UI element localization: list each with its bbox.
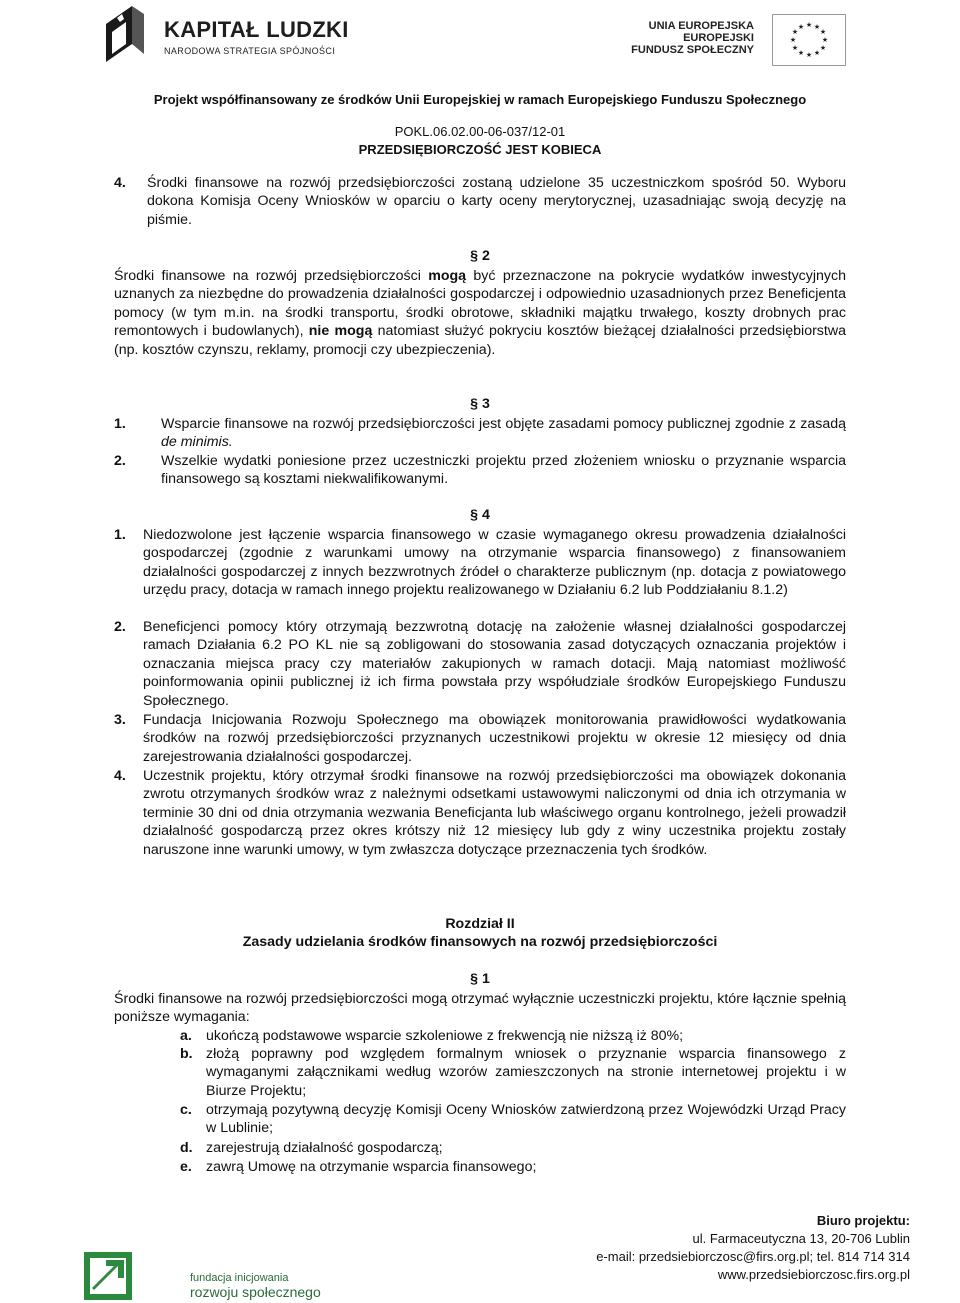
item-text: Fundacja Inicjowania Rozwoju Społecznego ma obowiązek monitorowania prawidłowości wydatkowania środków na rozwój przedsiębiorczości przyznanych uczestnikowi projektu w okresie 12 miesięcy od dnia zarejestrowania działalności gospodarczej. — [143, 712, 846, 765]
requirement-list — [180, 1027, 846, 1176]
svg-text:★: ★ — [791, 28, 799, 36]
section-4-item-3 — [114, 711, 846, 766]
section-3-item-2 — [114, 452, 846, 489]
paragraph-text: Środki finansowe na rozwój przedsiębiorczości zostaną udzielone 35 uczestniczkom spośród 50. Wyboru dokona Komisja Oceny Wniosków w oparciu o karty oceny merytorycznej, uzasadniając swoją decyzję na piśmie. — [147, 175, 846, 228]
kapital-ludzki-title: KAPITAŁ LUDZKI — [164, 17, 349, 42]
s2-text-1: Środki finansowe na rozwój przedsiębiorczości — [114, 268, 429, 284]
item-text: Wsparcie finansowe na rozwój przedsiębiorczości jest objęte zasadami pomocy publicznej zgodnie z zasadą — [161, 416, 846, 432]
firs-logo — [82, 1250, 321, 1302]
foundation-name-line-2: rozwoju społecznego — [190, 1284, 321, 1300]
eu-line-2: EUROPEJSKI — [683, 32, 754, 44]
s2-text-3: natomiast służyć pokryciu kosztów bieżącej działalności przedsiębiorstwa (np. kosztów czynszu, reklamy, promocji czy ubezpieczenia). — [114, 323, 846, 358]
item-number: 2. — [114, 453, 126, 469]
svg-text:★: ★ — [805, 21, 813, 29]
kapital-ludzki-emblem-icon — [102, 4, 148, 64]
svg-text:★: ★ — [797, 23, 805, 31]
list-item-text: otrzymają pozytywną decyzję Komisji Oceny Wniosków zatwierdzoną przez Wojewódzki Urząd Pracy w Lublinie; — [206, 1102, 846, 1137]
s2-bold-2: nie mogą — [308, 323, 373, 340]
office-contact-line: e-mail: przedsiebiorczosc@firs.org.pl; tel. 814 714 314 — [596, 1249, 910, 1264]
firs-arrow-icon — [82, 1250, 134, 1302]
section-4-item-4 — [114, 767, 846, 859]
eu-line-1: UNIA EUROPEJSKA — [648, 20, 754, 32]
section-heading-2: § 2 — [470, 248, 490, 264]
s2-text-2: być przeznaczone na pokrycie wydatków inwestycyjnych uznanych za niezbędne do prowadzenia działalności gospodarczej i odpowiednio uzasadnionych przez Beneficjenta pomocy (w tym m.in. na środki transportu, środki obrotowe, składniki majątku trwałego, koszty drobnych prac remontowych i budowlanych), — [114, 268, 846, 340]
list-item-label: d. — [180, 1140, 193, 1156]
svg-text:★: ★ — [797, 49, 805, 57]
list-item — [180, 1139, 846, 1158]
svg-text:★: ★ — [819, 28, 827, 36]
foundation-name-line-1: fundacja inicjowania — [190, 1272, 289, 1284]
section-heading-4: § 4 — [470, 507, 490, 523]
office-address: ul. Farmaceutyczna 13, 20-706 Lublin — [692, 1231, 910, 1246]
eu-logo — [630, 14, 846, 64]
kapital-ludzki-logo — [102, 4, 349, 68]
chapter-intro: Środki finansowe na rozwój przedsiębiorczości mogą otrzymać wyłącznie uczestniczki projektu, które łącznie spełnią poniższe wymagania: — [114, 991, 846, 1026]
list-item-text: zawrą Umowę na otrzymanie wsparcia finansowego; — [206, 1159, 537, 1175]
svg-text:★: ★ — [821, 36, 829, 44]
section-heading-3: § 3 — [470, 396, 490, 412]
list-item — [180, 1158, 846, 1176]
s2-bold-1: mogą — [428, 268, 467, 284]
eu-line-3: FUNDUSZ SPOŁECZNY — [631, 44, 754, 56]
list-item-text: złożą poprawny pod względem formalnym wniosek o przyznanie wsparcia finansowego z wymaganymi załącznikami według wzorów zamieszczonych na stronie internetowej projektu i w Biurze Projektu; — [206, 1046, 846, 1099]
section-3-item-1 — [114, 415, 846, 452]
item-text: Uczestnik projektu, który otrzymał środki finansowe na rozwój przedsiębiorczości ma obowiązek dokonania zwrotu otrzymanych środków wraz z należnymi odsetkami ustawowymi naliczonymi od dnia ich otrzymania w terminie 30 dni od dnia otrzymania wezwania Beneficjanta lub właściwego organu kontrolnego, jeżeli prowadził działalność gospodarczą przez okres krótszy niż 12 miesięcy lub gdy z winy uczestnika projektu zostały naruszone inne warunki umowy, w tym zwłaszcza dotyczące przeznaczenia tych środków. — [143, 768, 846, 858]
list-item — [180, 1045, 846, 1101]
page-header — [0, 0, 960, 160]
chapter-title: Rozdział II — [445, 916, 515, 932]
list-item-label: c. — [180, 1102, 192, 1118]
paragraph-4 — [114, 174, 846, 229]
list-item — [180, 1027, 846, 1045]
svg-text:★: ★ — [813, 23, 821, 31]
section-2-text — [114, 267, 846, 359]
list-item — [180, 1101, 846, 1139]
office-title: Biuro projektu: — [816, 1213, 910, 1228]
section-4-item-1 — [114, 526, 846, 600]
cofinance-statement: Projekt współfinansowany ze środków Unii Europejskiej w ramach Europejskiego Funduszu Społecznego — [153, 92, 807, 107]
list-item-label: a. — [180, 1028, 192, 1044]
item-number: 3. — [114, 712, 126, 728]
item-emphasis: de minimis. — [161, 434, 233, 451]
list-item-text: ukończą podstawowe wsparcie szkoleniowe z frekwencją nie niższą iż 80%; — [206, 1028, 684, 1044]
svg-text:★: ★ — [789, 36, 797, 44]
office-contact — [596, 1212, 910, 1284]
svg-text:★: ★ — [819, 44, 827, 52]
item-text: Niedozwolone jest łączenie wsparcia finansowego w czasie wymaganego okresu prowadzenia działalności gospodarczej (zgodnie z warunkami umowy na otrzymanie wsparcia finansowego) z finansowaniem działalności gospodarczej z innych bezzwrotnych źródeł o charakterze publicznym (np. dotacja z powiatowego urzędu pracy, dotacja w ramach innego projektu realizowanego w Działaniu 6.2 lub Poddziałaniu 8.1.2) — [143, 527, 846, 599]
list-item-text: zarejestrują działalność gospodarczą; — [206, 1140, 443, 1156]
office-website: www.przedsiebiorczosc.firs.org.pl — [717, 1267, 910, 1282]
item-text: Wszelkie wydatki poniesione przez uczestniczki projektu przed złożeniem wniosku o przyznanie wsparcia finansowego są kosztami niekwalifikowanymi. — [161, 453, 846, 488]
kapital-ludzki-subtitle: NARODOWA STRATEGIA SPÓJNOŚCI — [164, 46, 336, 56]
item-number: 2. — [114, 619, 126, 635]
list-item-label: b. — [180, 1046, 193, 1062]
project-code: POKL.06.02.00-06-037/12-01 — [394, 124, 566, 139]
list-item-label: e. — [180, 1159, 192, 1175]
chapter-section-heading-1: § 1 — [470, 971, 490, 987]
chapter-subtitle: Zasady udzielania środków finansowych na rozwój przedsiębiorczości — [242, 934, 718, 950]
item-number: 1. — [114, 527, 126, 543]
svg-text:★: ★ — [813, 49, 821, 57]
project-name: PRZEDSIĘBIORCZOŚĆ JEST KOBIECA — [358, 142, 602, 157]
svg-text:★: ★ — [805, 51, 813, 59]
item-number: 4. — [114, 768, 126, 784]
item-number: 1. — [114, 416, 126, 432]
paragraph-number: 4. — [114, 175, 126, 191]
svg-text:★: ★ — [791, 44, 799, 52]
section-4-item-2 — [114, 618, 846, 710]
eu-flag-icon — [772, 14, 846, 66]
item-text: Beneficjenci pomocy który otrzymają bezzwrotną dotację na założenie własnej działalności gospodarczej ramach Działania 6.2 PO KL nie są zobligowani do stosowania zasad dotyczących oznaczania projektów i oznaczania miejsca pracy czy materiałów zakupionych w ramach dotacji. Mają natomiast możliwość poinformowania opinii publicznej iż ich firma powstała przy współudziale środków Europejskiego Funduszu Społecznego. — [143, 619, 846, 709]
